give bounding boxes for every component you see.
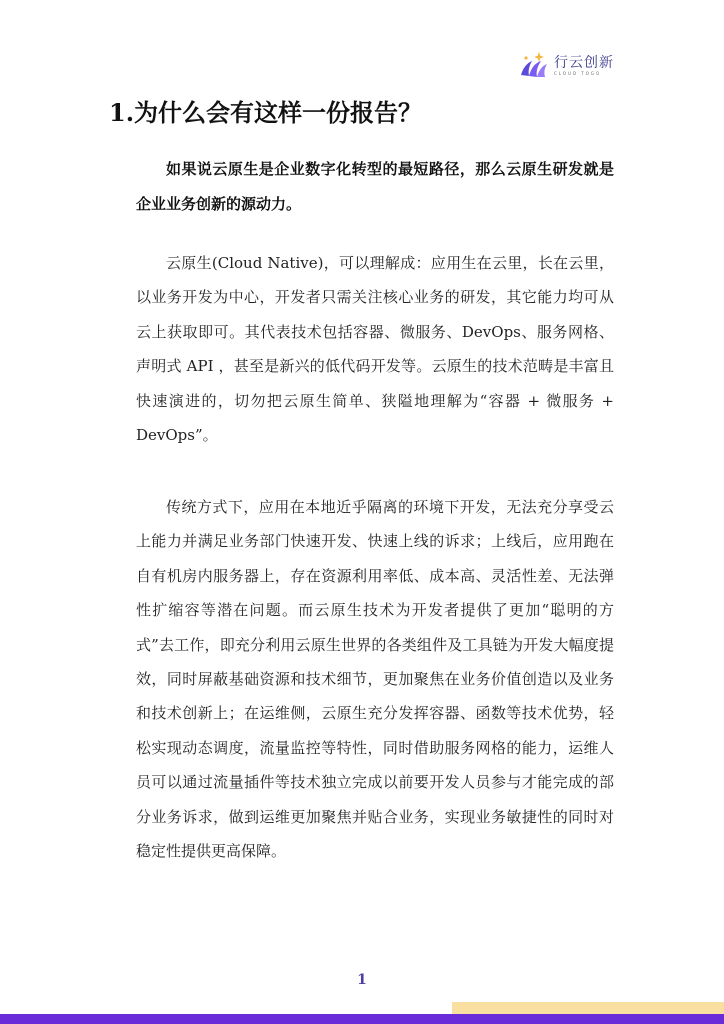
cloudtogo-logo-icon	[517, 48, 551, 82]
body-paragraph-traditional: 传统方式下，应用在本地近乎隔离的环境下开发，无法充分享受云上能力并满足业务部门快速开发、快速上线的诉求；上线后，应用跑在自有机房内服务器上，存在资源利用率低、成本高、灵活性差、无法弹性扩缩容等潜在问题。而云原生技术为开发者提供了更加“聪明的方式”去工作，即充分利用云原生世界的各类组件及工具链为开发大幅度提效，同时屏蔽基础资源和技术细节，更加聚焦在业务价值创造以及业务和技术创新上；在运维侧，云原生充分发挥容器、函数等技术优势，轻松实现动态调度，流量监控等特性，同时借助服务网格的能力，运维人员可以通过流量插件等技术独立完成以前要开发人员参与才能完成的部分业务诉求，做到运维更加聚焦并贴合业务，实现业务敏捷性的同时对稳定性提供更高保障。	[136, 498, 614, 861]
logo-wordmark-cn: 行云创新	[554, 54, 614, 71]
logo-wordmark-en: CLOUD TOGO	[554, 70, 602, 76]
section-title: 1.为什么会有这样一份报告？	[109, 98, 423, 127]
page-number: 1	[357, 972, 367, 988]
body-paragraph-cloud-native: 云原生(Cloud Native)，可以理解成：应用生在云里，长在云里，以业务开发为中心，开发者只需关注核心业务的研发，其它能力均可从云上获取即可。其代表技术包括容器、微服务、DevOps、服务网格、声明式 API ，甚至是新兴的低代码开发等。云原生的技术范畴是丰富且快速演进的，切勿把云原生简单、狭隘地理解为“容器 + 微服务 + DevOps”。	[136, 254, 614, 445]
footer-brand-bar	[0, 1014, 724, 1024]
lead-paragraph: 如果说云原生是企业数字化转型的最短路径，那么云原生研发就是企业业务创新的源动力。	[136, 160, 614, 213]
company-logo	[517, 48, 614, 82]
